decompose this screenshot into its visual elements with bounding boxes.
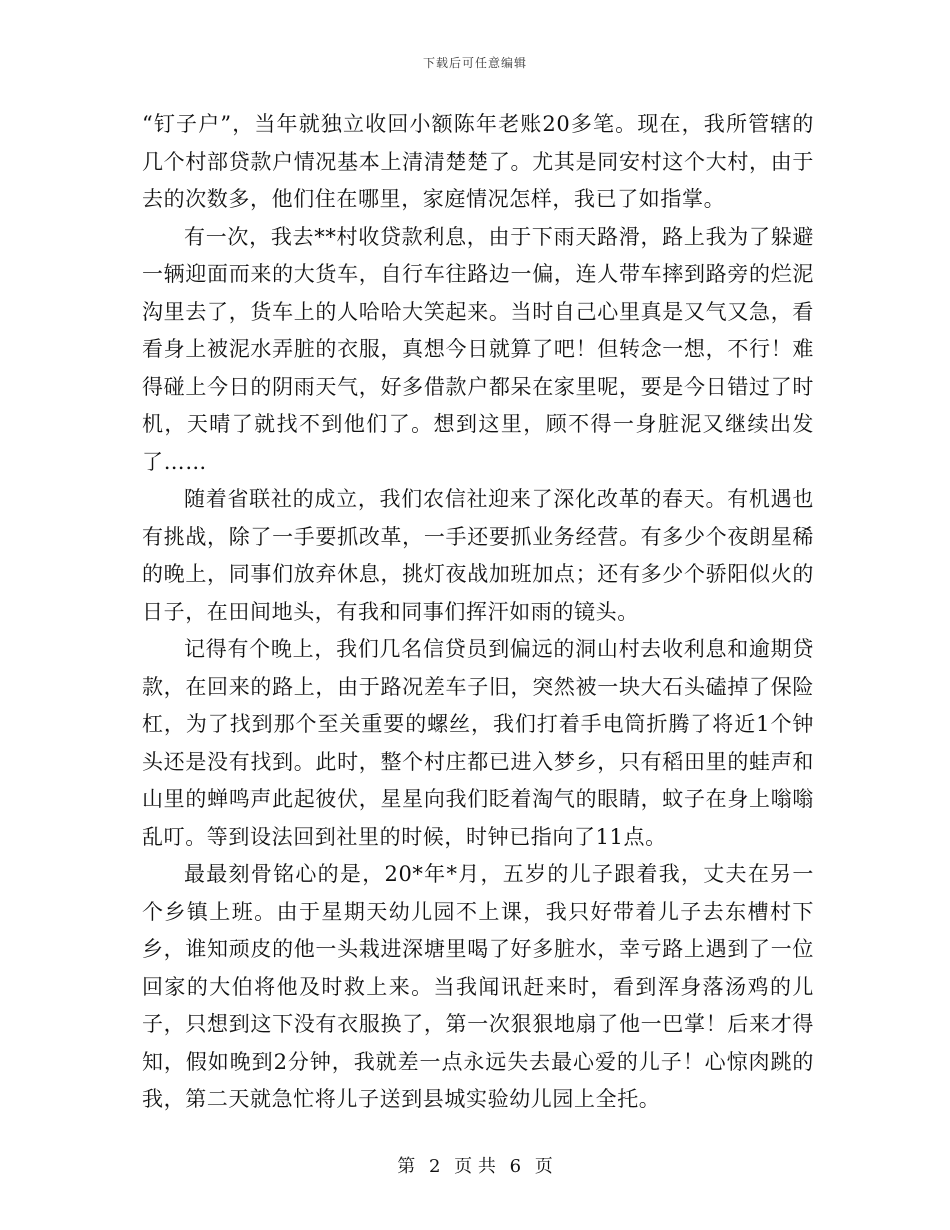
page-footer: [0, 1152, 950, 1178]
footer-mid: 页 共: [454, 1156, 496, 1177]
paragraph-2: 有一次，我去**村收贷款利息，由于下雨天路滑，路上我为了躲避一辆迎面而来的大货车，自行车往路边一偏，连人带车摔到路旁的烂泥沟里去了，货车上的人哈哈大笑起来。当时自己心里真是又气又急，看看身上被泥水弄脏的衣服，真想今日就算了吧！但转念一想，不行！难得碰上今日的阴雨天气，好多借款户都呆在家里呢，要是今日错过了时机，天晴了就找不到他们了。想到这里，顾不得一身脏泥又继续出发了……: [142, 224, 814, 474]
footer-prefix: 第: [397, 1156, 416, 1177]
paragraph-1: “钉子户”，当年就独立收回小额陈年老账20多笔。现在，我所管辖的几个村部贷款户情况基本上清清楚楚了。尤其是同安村这个大村，由于去的次数多，他们住在哪里，家庭情况怎样，我已了如指掌。: [142, 112, 814, 211]
paragraph-4: 记得有个晚上，我们几名信贷员到偏远的洞山村去收利息和逾期贷款，在回来的路上，由于路况差车子旧，突然被一块大石头磕掉了保险杠，为了找到那个至关重要的螺丝，我们打着手电筒折腾了将近1个钟头还是没有找到。此时，整个村庄都已进入梦乡，只有稻田里的蛙声和山里的蝉鸣声此起彼伏，星星向我们眨着淘气的眼睛，蚊子在身上嗡嗡乱叮。等到设法回到社里的时候，时钟已指向了11点。: [142, 637, 814, 849]
header-note: 下载后可任意编辑: [422, 56, 527, 70]
footer-page-total: 6: [509, 1156, 522, 1177]
footer-page-number: 2: [428, 1156, 441, 1177]
footer-suffix: 页: [534, 1156, 553, 1177]
paragraph-5: 最最刻骨铭心的是，20*年*月，五岁的儿子跟着我，丈夫在另一个乡镇上班。由于星期天幼儿园不上课，我只好带着儿子去东槽村下乡，谁知顽皮的他一头栽进深塘里喝了好多脏水，幸亏路上遇到了一位回家的大伯将他及时救上来。当我闻讯赶来时，看到浑身落汤鸡的儿子，只想到这下没有衣服换了，第一次狠狠地扇了他一巴掌！后来才得知，假如晚到2分钟，我就差一点永远失去最心爱的儿子！心惊肉跳的我，第二天就急忙将儿子送到县城实验幼儿园上全托。: [142, 862, 814, 1111]
paragraph-3: 随着省联社的成立，我们农信社迎来了深化改革的春天。有机遇也有挑战，除了一手要抓改革，一手还要抓业务经营。有多少个夜朗星稀的晚上，同事们放弃休息，挑灯夜战加班加点；还有多少个骄阳似火的日子，在田间地头，有我和同事们挥汗如雨的镜头。: [142, 487, 814, 624]
body-text: [142, 106, 814, 1119]
